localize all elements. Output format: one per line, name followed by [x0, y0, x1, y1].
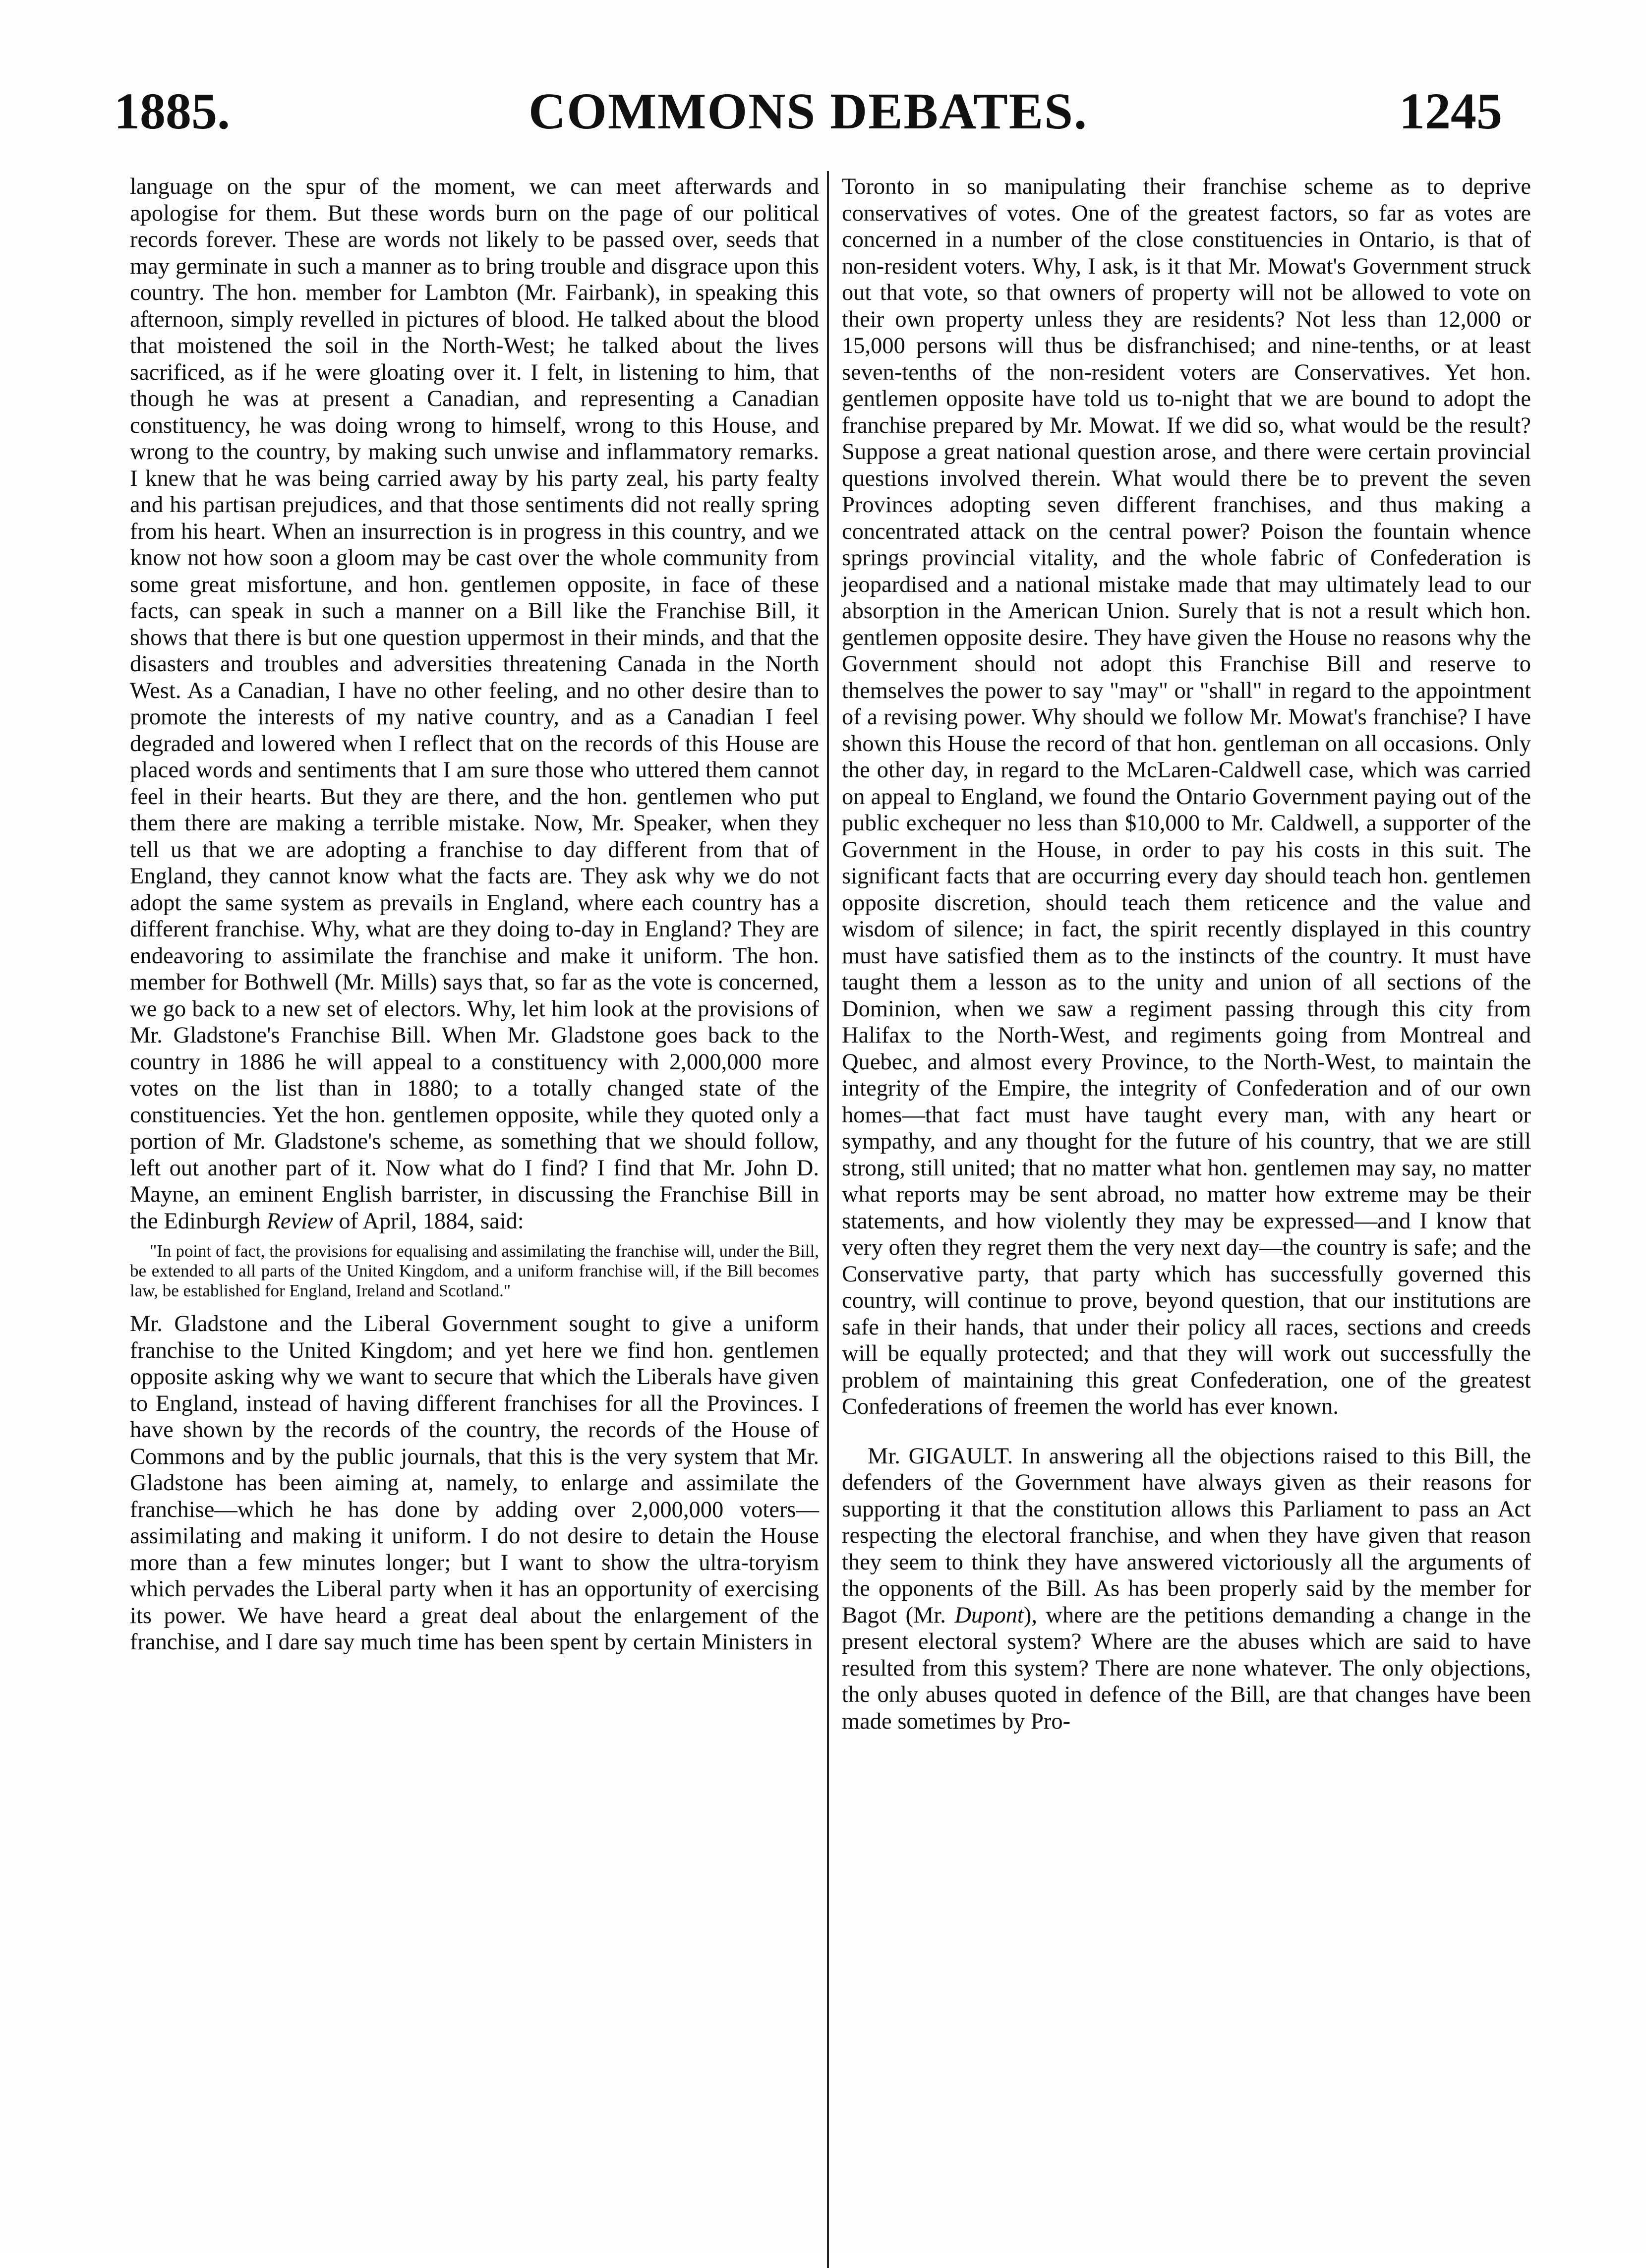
right-paragraph-2-text: Mr. GIGAULT. In answering all the objections raised to this Bill, the defenders of the Government have always given as their reasons for supporting it that the constitution allows this Parliament to pass an Act respecting the electoral franchise, and when they have given that reason they seem to think they have answered victoriously all the arguments of the opponents of the Bill. As has been properly said by the member for Bagot (Mr. [842, 1443, 1531, 1628]
left-paragraph-1-italic: Review [266, 1208, 333, 1234]
left-paragraph-2: Mr. Gladstone and the Liberal Government sought to give a uniform franchise to the United Kingdom; and yet here we find hon. gentlemen opposite asking why we want to secure that which the Liberals have given to England, instead of having different franchises for all the Provinces. I have shown by the records of the country, the records of the House of Commons and by the public journals, that this is the very system that Mr. Gladstone has been aiming at, namely, to enlarge and assimilate the franchise—which he has done by adding over 2,000,000 voters—assimilating and making it uniform. I do not desire to detain the House more than a few minutes longer; but I want to show the ultra-toryism which pervades the Liberal party when it has an opportunity of exercising its power. We have heard a great deal about the enlargement of the franchise, and I dare say much time has been spent by certain Ministers in [130, 1311, 819, 1655]
left-paragraph-1-text: language on the spur of the moment, we can meet afterwards and apologise for them. But these words burn on the page of our political records forever. These are words not likely to be passed over, seeds that may germinate in such a manner as to bring trouble and disgrace upon this country. The hon. member for Lambton (Mr. Fairbank), in speaking this afternoon, simply revelled in pictures of blood. He talked about the blood that moistened the soil in the North-West; he talked about the lives sacrificed, as if he were gloating over it. I felt, in listening to him, that though he was at present a Canadian, and representing a Canadian constituency, he was doing wrong to himself, wrong to this House, and wrong to the country, by making such unwise and inflammatory remarks. I knew that he was being carried away by his party zeal, his party fealty and his partisan prejudices, and that those sentiments did not really spring from his heart. When an insurrection is in progress in this country, and we know not how soon a gloom may be cast over the whole community from some great misfortune, and hon. gentlemen opposite, in face of these facts, can speak in such a manner on a Bill like the Franchise Bill, it shows that there is but one question uppermost in their minds, and that the disasters and troubles and adversities threatening Canada in the North West. As a Canadian, I have no other feeling, and no other desire than to promote the interests of my native country, and as a Canadian I feel degraded and lowered when I reflect that on the records of this House are placed words and sentiments that I am sure those who uttered them cannot feel in their hearts. But they are there, and the hon. gentlemen who put them there are making a terrible mistake. Now, Mr. Speaker, when they tell us that we are adopting a franchise to day different from that of England, they cannot know what the facts are. They ask why we do not adopt the same system as prevails in England, where each country has a different franchise. Why, what are they doing to-day in England? They are endeavoring to assimilate the franchise and make it uniform. The hon. member for Bothwell (Mr. Mills) says that, so far as the vote is concerned, we go back to a new set of electors. Why, let him look at the provisions of Mr. Gladstone's Franchise Bill. When Mr. Gladstone goes back to the country in 1886 he will appeal to a constituency with 2,000,000 more votes on the list than in 1880; to a totally changed state of the constituencies. Yet the hon. gentlemen opposite, while they quoted only a portion of Mr. Gladstone's scheme, as something that we should follow, left out another part of it. Now what do I find? I find that Mr. John D. Mayne, an eminent English barrister, in discussing the Franchise Bill in the Edinburgh [130, 174, 819, 1234]
right-paragraph-2-end: ), where are the petitions demanding a change in the present electoral system? Where are the abuses which are said to have resulted from this system? There are none whatever. The only objections, the only abuses quoted in defence of the Bill, are that changes have been made sometimes by Pro- [842, 1602, 1531, 1734]
header-title: COMMONS DEBATES. [529, 83, 1088, 140]
left-paragraph-1-end: of April, 1884, said: [333, 1208, 524, 1234]
header-page-number: 1245 [1399, 83, 1502, 140]
right-paragraph-2 [842, 1443, 1531, 1735]
right-paragraph-2-italic: Dupont [954, 1602, 1024, 1628]
block-quote [130, 1241, 819, 1301]
paragraph-gap [842, 1420, 1531, 1443]
right-column [842, 174, 1531, 1735]
right-paragraph-1: Toronto in so manipulating their franchise scheme as to deprive conservatives of votes. One of the greatest factors, so far as votes are concerned in a number of the close constituencies in Ontario, is that of non-resident voters. Why, I ask, is it that Mr. Mowat's Government struck out that vote, so that owners of property will not be allowed to vote on their own property unless they are residents? Not less than 12,000 or 15,000 persons will thus be disfranchised; and nine-tenths, or at least seven-tenths of the non-resident voters are Conservatives. Yet hon. gentlemen opposite have told us to-night that we are bound to adopt the franchise prepared by Mr. Mowat. If we did so, what would be the result? Suppose a great national question arose, and there were certain provincial questions involved therein. What would there be to prevent the seven Provinces adopting seven different franchises, and thus making a concentrated attack on the central power? Poison the fountain whence springs provincial vitality, and the whole fabric of Confederation is jeopardised and a national mistake made that may ultimately lead to our absorption in the American Union. Surely that is not a result which hon. gentlemen opposite desire. They have given the House no reasons why the Government should not adopt this Franchise Bill and reserve to themselves the power to say "may" or "shall" in regard to the appointment of a revising power. Why should we follow Mr. Mowat's franchise? I have shown this House the record of that hon. gentleman on all occasions. Only the other day, in regard to the McLaren-Caldwell case, which was carried on appeal to England, we found the Ontario Government paying out of the public exchequer no less than $10,000 to Mr. Caldwell, a supporter of the Government in the House, in order to pay his costs in this suit. The significant facts that are occurring every day should teach hon. gentlemen opposite discretion, should teach them reticence and the value and wisdom of silence; in fact, the spirit recently displayed in this country must have satisfied them as to the instincts of the country. It must have taught them a lesson as to the unity and union of all sections of the Dominion, when we saw a regiment passing through this city from Halifax to the North-West, and regiments going from Montreal and Quebec, and almost every Province, to the North-West, to maintain the integrity of the Empire, the integrity of Confederation and of our own homes—that fact must have taught every man, with any heart or sympathy, and any thought for the future of his country, that we are still strong, still united; that no matter what hon. gentlemen may say, no matter what reports may be sent abroad, no matter how extreme may be their statements, and how violently they may be expressed—and I know that very often they regret them the very next day—the country is safe; and the Conservative party, that party which has successfully governed this country, will continue to prove, beyond question, that our institutions are safe in their hands, that under their policy all races, sections and creeds will be equally protected; and that they will work out successfully the problem of maintaining this great Confederation, one of the greatest Confederations of freemen the world has ever known. [842, 174, 1531, 1419]
block-quote-text: "In point of fact, the provisions for equalising and assimilating the franchise will, under the Bill, be extended to all parts of the United Kingdom, and a uniform franchise will, if the Bill becomes law, be established for England, Ireland and Scotland." [130, 1241, 819, 1300]
running-header [114, 74, 1502, 149]
left-paragraph-1 [130, 174, 819, 1234]
left-column [130, 174, 819, 1656]
header-year: 1885. [114, 83, 230, 140]
column-divider [827, 171, 829, 2268]
